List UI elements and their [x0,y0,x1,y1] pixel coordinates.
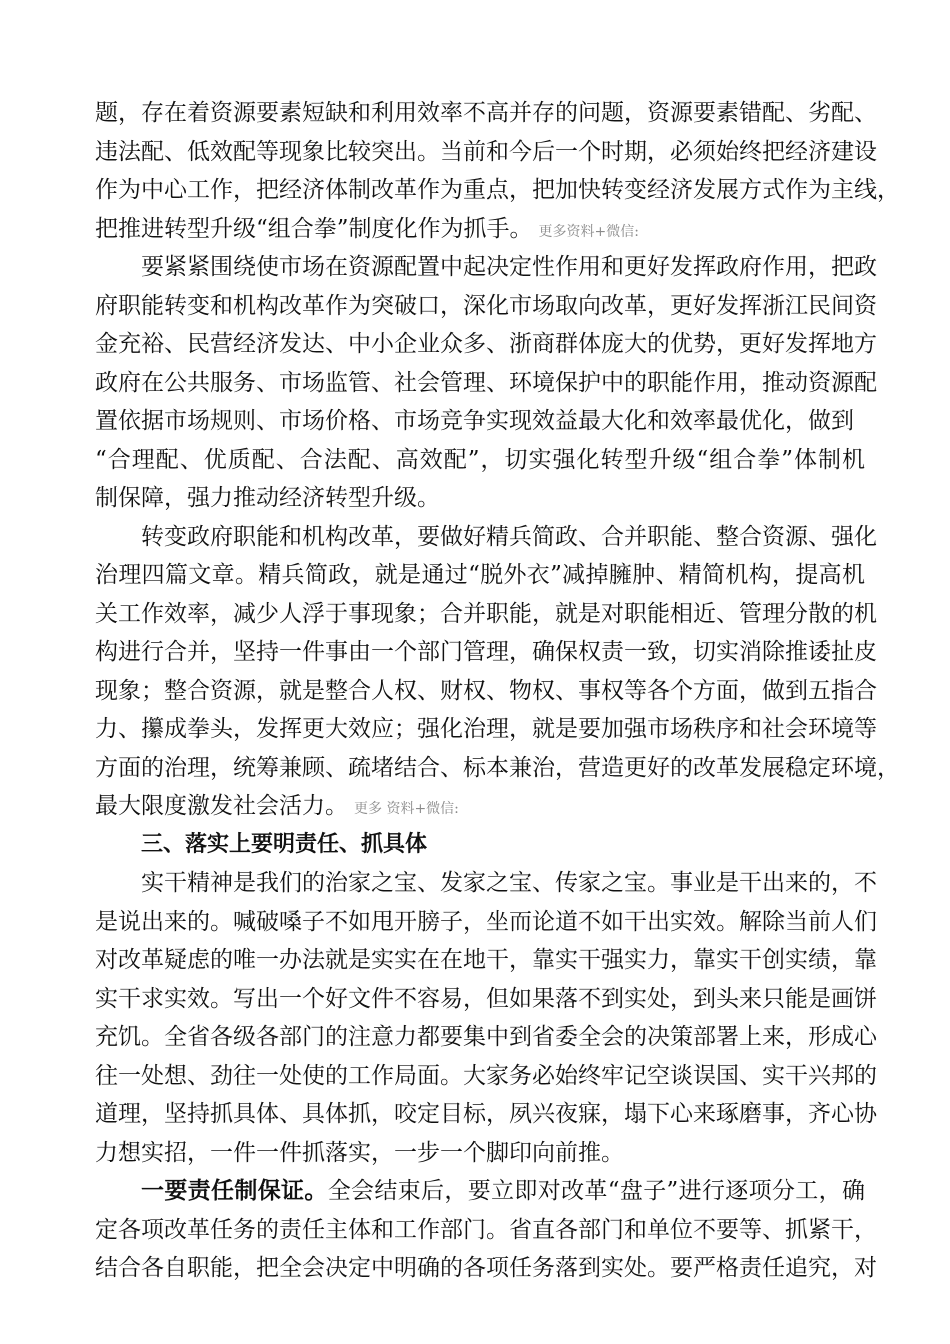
line-text: 充饥。全省各级各部门的注意力都要集中到省委全会的决策部署上来，形成心 [95,1024,877,1050]
line-text: 府职能转变和机构改革作为突破口，深化市场取向改革，更好发挥浙江民间资 [95,292,877,319]
text-line [95,941,877,980]
text-line [95,980,877,1019]
text-line [95,556,865,595]
line-text: 要紧紧围绕使市场在资源配置中起决定性作用和更好发挥政府作用，把政 [141,254,877,280]
text-line [95,787,865,826]
watermark-note: 更多资料+微信: [538,223,639,240]
bold-lead-phrase: 一要责任制保证。 [141,1178,328,1204]
text-line [95,1057,877,1096]
text-line [95,633,877,672]
line-text: 政府在公共服务、市场监管、社会管理、环境保护中的职能作用，推动资源配 [95,369,877,396]
text-line [95,1172,865,1211]
text-line [95,133,877,172]
text-line [95,248,877,287]
line-text: “合理配、优质配、合法配、高效配”，切实强化转型升级“组合拳”体制机 [95,446,865,473]
line-text: 把推进转型升级“组合拳”制度化作为抓手。 [95,215,533,242]
text-line [95,710,877,749]
line-text: 道理，坚持抓具体、具体抓，咬定目标，夙兴夜寐，塌下心来琢磨事，齐心协 [95,1101,877,1127]
line-text: 全会结束后，要立即对改革“盘子”进行逐项分工，确 [327,1178,865,1204]
line-text: 置依据市场规则、市场价格、市场竞争实现效益最大化和效率最优化，做到 [95,408,854,434]
text-line [95,749,900,788]
line-text: 金充裕、民营经济发达、中小企业众多、浙商群体庞大的优势，更好发挥地方 [95,331,877,357]
line-text: 往一处想、劲往一处使的工作局面。大家务必始终牢记空谈误国、实干兴邦的 [95,1062,877,1089]
text-line [95,287,877,326]
text-line [95,1018,877,1057]
line-text: 实干求实效。写出一个好文件不容易，但如果落不到实处，到头来只能是画饼 [95,985,877,1012]
section-heading [95,826,865,865]
text-line [95,364,877,403]
line-text: 实干精神是我们的治家之宝、发家之宝、传家之宝。事业是干出来的，不 [141,870,877,896]
line-text: 三、落实上要明责任、抓具体 [141,831,428,857]
text-line [95,1134,865,1173]
text-line [95,479,865,518]
line-text: 结合各自职能，把全会决定中明确的各项任务落到实处。要严格责任追究，对 [95,1255,877,1281]
watermark-note: 更多 资料+微信: [354,801,459,817]
line-text: 转变政府职能和机构改革，要做好精兵简政、合并职能、整合资源、强化 [141,523,877,550]
line-text: 作为中心工作，把经济体制改革作为重点，把加快转变经济发展方式作为主线， [95,177,900,203]
line-text: 定各项改革任务的责任主体和工作部门。省直各部门和单位不要等、抓紧干， [95,1216,877,1243]
text-line [95,1211,877,1250]
text-line [95,441,865,480]
line-text: 力想实招，一件一件抓落实，一步一个脚印向前推。 [95,1139,624,1166]
line-text: 制保障，强力推动经济转型升级。 [95,485,440,511]
text-line [95,94,877,133]
text-line [95,672,877,711]
line-text: 现象；整合资源，就是整合人权、财权、物权、事权等各个方面，做到五指合 [95,677,877,704]
text-line [95,1095,877,1134]
line-text: 是说出来的。喊破嗓子不如甩开膀子，坐而论道不如干出实效。解除当前人们 [95,908,877,935]
line-text: 对改革疑虑的唯一办法就是实实在在地干，靠实干强实力，靠实干创实绩，靠 [95,947,877,973]
text-line [95,1249,877,1288]
text-line [95,325,877,364]
document-page [95,94,900,1288]
text-line [95,210,865,249]
line-text: 治理四篇文章。精兵简政，就是通过“脱外衣”减掉臃肿、精简机构，提高机 [95,562,865,588]
line-text: 关工作效率，减少人浮于事现象；合并职能，就是对职能相近、管理分散的机 [95,600,877,627]
line-text: 题，存在着资源要素短缺和利用效率不高并存的问题，资源要素错配、劣配、 [95,100,877,126]
text-line [95,518,877,557]
line-text: 力、攥成拳头，发挥更大效应；强化治理，就是要加强市场秩序和社会环境等 [95,716,877,742]
line-text: 最大限度激发社会活力。 [95,793,348,819]
text-line [95,402,865,441]
line-text: 构进行合并，坚持一件事由一个部门管理，确保权责一致，切实消除推诿扯皮 [95,639,877,665]
text-line [95,595,877,634]
text-line [95,903,877,942]
line-text: 违法配、低效配等现象比较突出。当前和今后一个时期，必须始终把经济建设 [95,138,877,165]
text-line [95,171,900,210]
line-text: 方面的治理，统筹兼顾、疏堵结合、标本兼治，营造更好的改革发展稳定环境， [95,754,900,781]
text-line [95,864,877,903]
